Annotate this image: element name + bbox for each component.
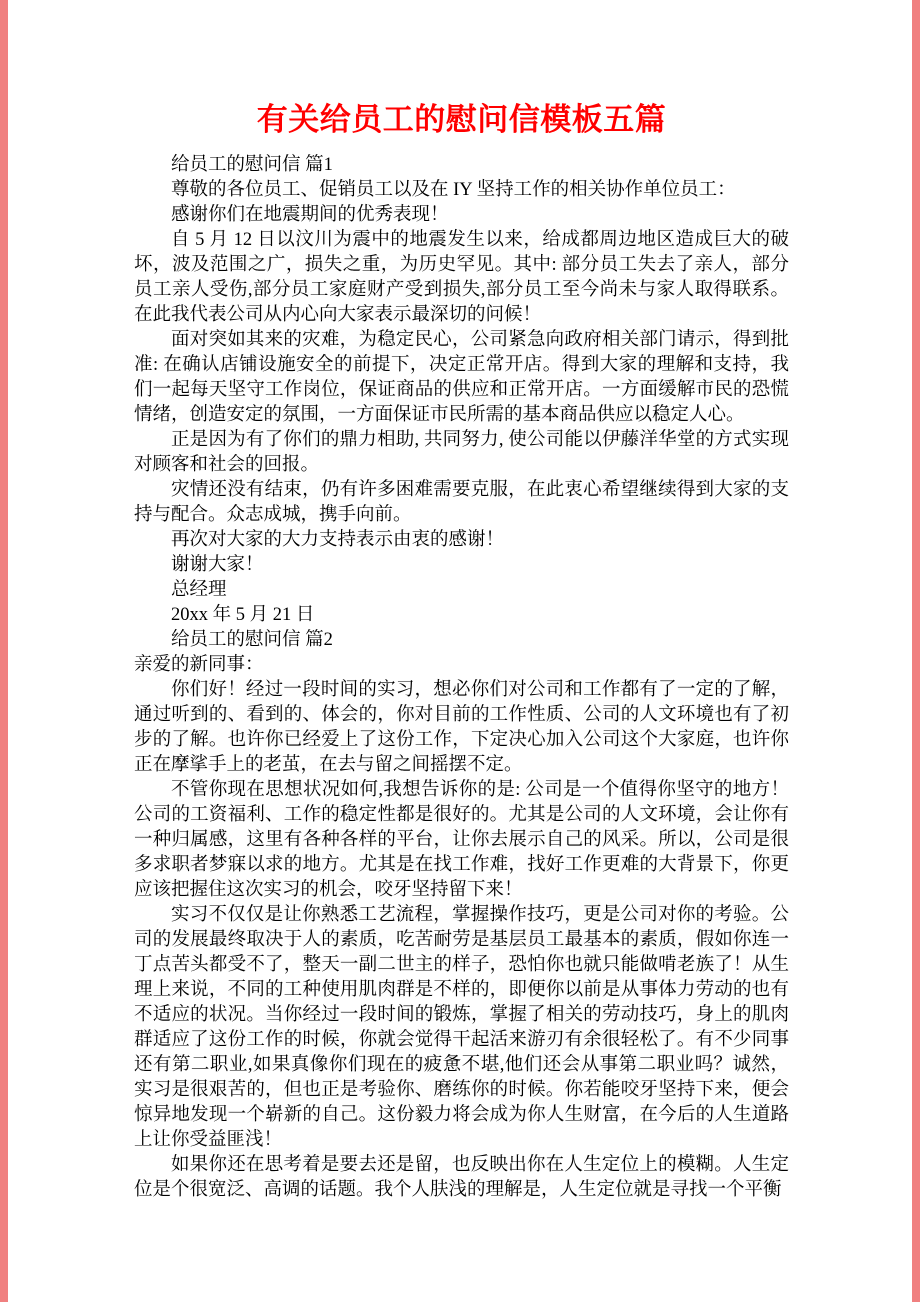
letter1-body-3: 正是因为有了你们的鼎力相助, 共同努力, 使公司能以伊藤洋华堂的方式实现对顾客和社会的回报。	[134, 430, 789, 475]
letter1-salutation: 尊敬的各位员工、促销员工以及在 IY 坚持工作的相关协作单位员工：	[171, 180, 736, 200]
letter2-body-4: 如果你还在思考着是要去还是留，也反映出你在人生定位上的模糊。人生定位是个很宽泛、高调的话题。我个人肤浅的理解是，人生定位就是寻找一个平衡	[134, 1155, 789, 1200]
letter2-body-3: 实习不仅仅是让你熟悉工艺流程，掌握操作技巧，更是公司对你的考验。公司的发展最终取决于人的素质，吃苦耐劳是基层员工最基本的素质，假如你连一丁点苦头都受不了，整天一副二世主的样子，恐怕你也就只能做啃老族了！从生理上来说，不同的工种使用肌肉群是不样的，即便你以前是从事体力劳动的也有不适应的状况。当你经过一段时间的锻炼，掌握了相关的劳动技巧，身上的肌肉群适应了这份工作的时候，你就会觉得干起活来游刃有余很轻松了。有不少同事还有第二职业,如果真像你们现在的疲惫不堪,他们还会从事第二职业吗？诚然，实习是很艰苦的，但也正是考验你、磨练你的时候。你若能咬牙坚持下来，便会惊异地发现一个崭新的自己。这份毅力将会成为你人生财富，在今后的人生道路上让你受益匪浅！	[134, 905, 789, 1150]
letter2-body-2: 不管你现在思想状况如何,我想告诉你的是: 公司是一个值得你坚守的地方！公司的工资福利、工作的稳定性都是很好的。尤其是公司的人文环境，会让你有一种归属感，这里有各种各样的平台，让你去展示自己的风采。所以，公司是很多求职者梦寐以求的地方。尤其是在找工作难，找好工作更难的大背景下，你更应该把握住这次实习的机会，咬牙坚持留下来！	[134, 780, 789, 900]
letter1-body-2: 面对突如其来的灾难，为稳定民心，公司紧急向政府相关部门请示，得到批准: 在确认店铺设施安全的前提下，决定正常开店。得到大家的理解和支持，我们一起每天坚守工作岗位，保证商品的供应和正常开店。一方面缓解市民的恐慌情绪，创造安定的氛围，一方面保证市民所需的基本商品供应以稳定人心。	[134, 330, 789, 425]
letter1-closing: 谢谢大家！	[171, 555, 264, 575]
letter1-body-4: 灾情还没有结束，仍有许多困难需要克服，在此衷心希望继续得到大家的支持与配合。众志成城，携手向前。	[134, 480, 789, 525]
letter1-body-1: 自 5 月 12 日以汶川为震中的地震发生以来，给成都周边地区造成巨大的破坏，波及范围之广，损失之重，为历史罕见。其中: 部分员工失去了亲人，部分员工亲人受伤,部分员工家庭财产受到损失,部分员工至今尚未与家人取得联系。在此我代表公司从内心向大家表示最深切的问候！	[134, 230, 789, 325]
document-body	[134, 153, 789, 1203]
letter2-heading: 给员工的慰问信 篇2	[171, 630, 333, 650]
letter1-opening: 感谢你们在地震期间的优秀表现！	[171, 205, 449, 225]
letter1-closing-thanks: 再次对大家的大力支持表示由衷的感谢！	[171, 530, 505, 550]
letter2-salutation: 亲爱的新同事：	[134, 655, 264, 675]
letter1-heading: 给员工的慰问信 篇1	[171, 155, 333, 175]
letter1-signature-date: 20xx 年 5 月 21 日	[171, 605, 315, 625]
letter1-signature-role: 总经理	[171, 580, 227, 600]
document-content	[134, 98, 789, 1203]
document-title: 有关给员工的慰问信模板五篇	[256, 102, 667, 137]
left-border-bar	[0, 0, 8, 1302]
right-border-bar	[912, 0, 920, 1302]
letter2-body-1: 你们好！经过一段时间的实习，想必你们对公司和工作都有了一定的了解，通过听到的、看到的、体会的，你对目前的工作性质、公司的人文环境也有了初步的了解。也许你已经爱上了这份工作，下定决心加入公司这个大家庭，也许你正在摩挲手上的老茧，在去与留之间摇摆不定。	[134, 680, 789, 775]
